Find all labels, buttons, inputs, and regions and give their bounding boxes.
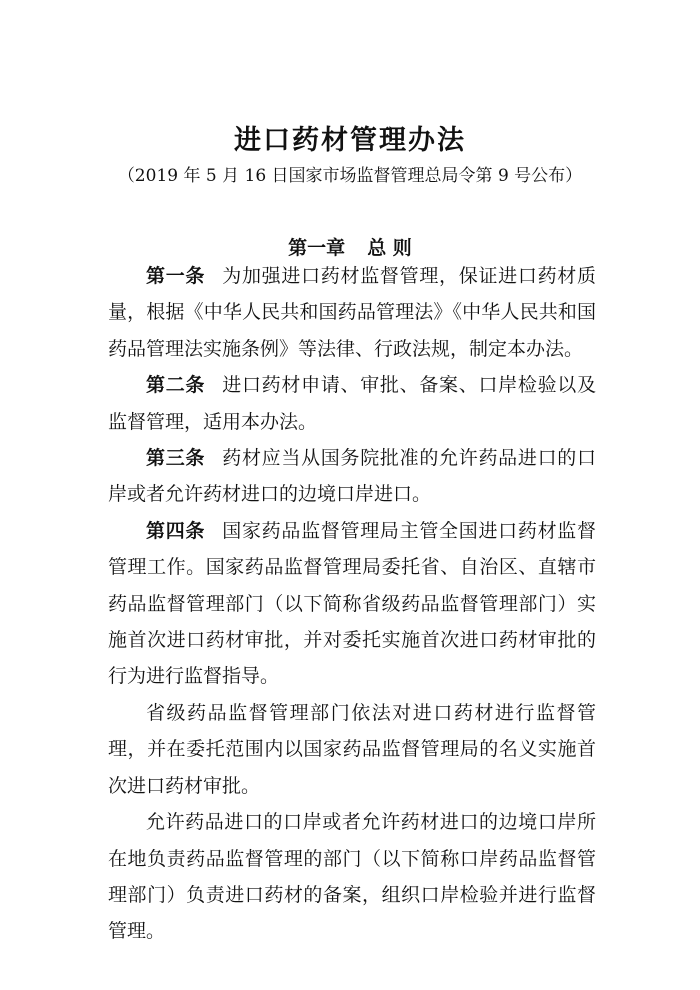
chapter-number: 第一章 <box>288 237 346 259</box>
paragraph-text: 为加强进口药材监督管理，保证进口药材质量，根据《中华人民共和国药品管理法》《中华人民共和国药品管理法实施条例》等法律、行政法规，制定本办法。 <box>108 265 596 360</box>
document-subtitle: （2019 年 5 月 16 日国家市场监督管理总局令第 9 号公布） <box>117 166 583 186</box>
paragraph-article-2 <box>108 367 596 440</box>
paragraph-text: 药材应当从国务院批准的允许药品进口的口岸或者允许药材进口的边境口岸进口。 <box>108 447 596 506</box>
document-body <box>108 258 596 950</box>
paragraph-text: 省级药品监督管理部门依法对进口药材进行监督管理，并在委托范围内以国家药品监督管理局的名义实施首次进口药材审批。 <box>108 701 596 797</box>
paragraph-article-1 <box>108 258 596 367</box>
paragraph-text: 允许药品进口的口岸或者允许药材进口的边境口岸所在地负责药品监督管理的部门（以下简称口岸药品监督管理部门）负责进口药材的备案，组织口岸检验并进行监督管理。 <box>108 811 596 943</box>
paragraph-article-3 <box>108 440 596 513</box>
paragraph-text: 进口药材申请、审批、备案、口岸检验以及监督管理，适用本办法。 <box>108 374 596 433</box>
chapter-heading <box>0 233 700 260</box>
paragraph-article-4-clause-2 <box>108 695 596 804</box>
chapter-name: 总 则 <box>367 237 412 259</box>
article-number: 第二条 <box>146 374 206 397</box>
paragraph-text: 国家药品监督管理局主管全国进口药材监督管理工作。国家药品监督管理局委托省、自治区、直辖市药品监督管理部门（以下简称省级药品监督管理部门）实施首次进口药材审批，并对委托实施首次进口药材审批的行为进行监督指导。 <box>108 519 596 688</box>
paragraph-article-4-clause-3 <box>108 804 596 950</box>
article-number: 第四条 <box>146 519 206 542</box>
paragraph-article-4 <box>108 513 596 695</box>
article-number: 第一条 <box>146 265 206 287</box>
article-number: 第三条 <box>146 447 206 470</box>
document-title: 进口药材管理办法 <box>234 125 466 156</box>
